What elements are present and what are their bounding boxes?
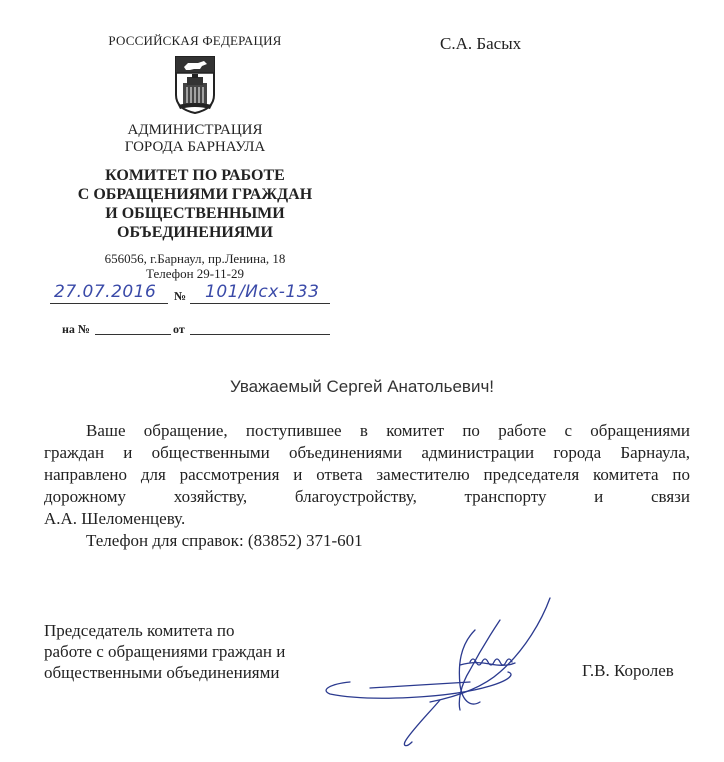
- letterhead-country: РОССИЙСКАЯ ФЕДЕРАЦИЯ: [108, 33, 282, 48]
- position-line: работе с обращениями граждан и: [44, 642, 286, 661]
- committee-line: КОМИТЕТ ПО РАБОТЕ: [105, 167, 285, 184]
- position-line: общественными объединениями: [44, 663, 280, 682]
- reference-phone: Телефон для справок: (83852) 371-601: [86, 531, 363, 550]
- outgoing-number: 101/Исх-133: [205, 282, 320, 302]
- letterhead-administration: [60, 122, 330, 156]
- handwritten-signature: [310, 590, 570, 750]
- body-line: направлено для рассмотрения и ответа заместителю председателя комитета по: [44, 465, 690, 484]
- salutation: Уважаемый Сергей Анатольевич!: [229, 377, 495, 396]
- letter-body: [44, 420, 690, 552]
- letterhead-committee: [40, 166, 350, 242]
- body-line: дорожному хозяйству, благоустройству, транспорту и связи: [44, 487, 690, 506]
- position-line: Председатель комитета по: [44, 621, 235, 640]
- address-line: 656056, г.Барнаул, пр.Ленина, 18: [104, 251, 286, 266]
- number-label: №: [174, 289, 187, 303]
- committee-line: С ОБРАЩЕНИЯМИ ГРАЖДАН: [77, 186, 313, 203]
- outgoing-date: 27.07.2016: [54, 282, 157, 302]
- recipient-name: С.А. Басых: [440, 34, 522, 53]
- body-line: А.А. Шеломенцеву.: [44, 509, 186, 528]
- admin-line: АДМИНИСТРАЦИЯ: [127, 122, 263, 138]
- date-underline: [50, 303, 168, 304]
- number-underline: [190, 303, 330, 304]
- body-line: граждан и общественными объединениями администрации города Барнаула,: [44, 443, 690, 462]
- letterhead-address: [60, 251, 330, 281]
- reference-date-underline: [190, 334, 330, 335]
- phone-line: Телефон 29-11-29: [146, 266, 244, 281]
- body-line: Ваше обращение, поступившее в комитет по работе с обращениями: [86, 421, 690, 440]
- committee-line: ОБЪЕДИНЕНИЯМИ: [117, 224, 273, 241]
- coat-of-arms-icon: [174, 55, 216, 115]
- signer-name: Г.В. Королев: [582, 661, 674, 680]
- reference-from-label: от: [173, 322, 185, 336]
- signer-position: [44, 620, 344, 683]
- committee-line: И ОБЩЕСТВЕННЫМИ: [105, 205, 285, 222]
- admin-line: ГОРОДА БАРНАУЛА: [124, 139, 266, 155]
- reference-number-underline: [95, 334, 171, 335]
- reference-label: на №: [62, 322, 90, 336]
